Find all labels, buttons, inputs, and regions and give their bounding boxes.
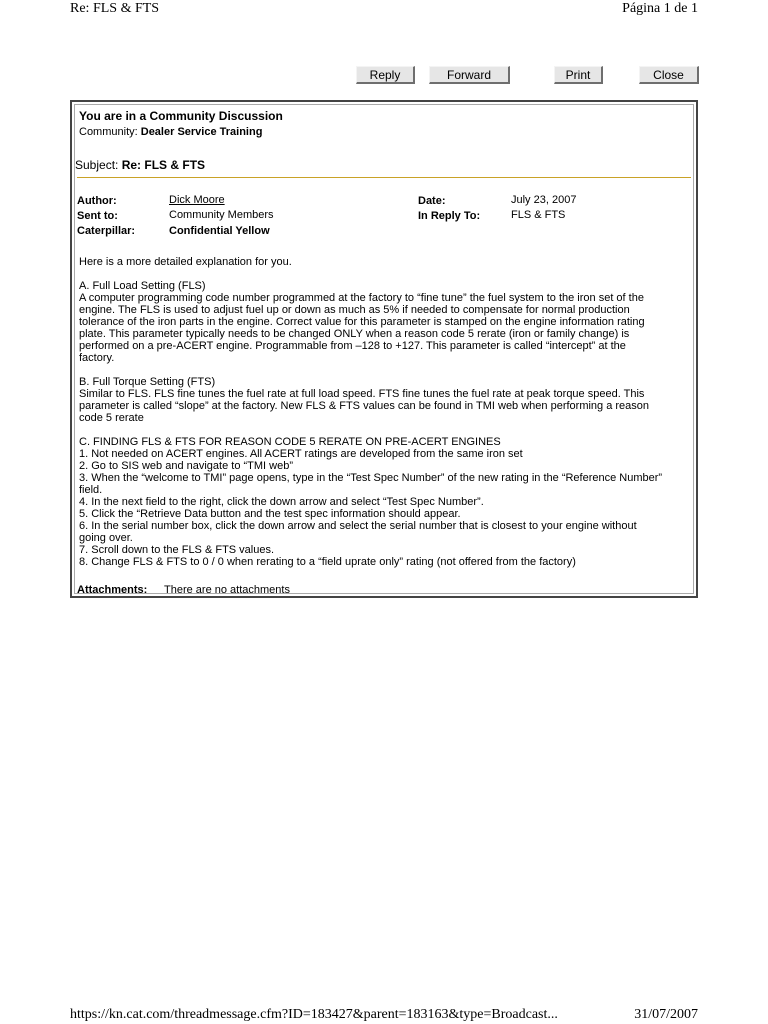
community-value: Dealer Service Training [140, 126, 263, 138]
close-button[interactable]: Close [639, 66, 699, 84]
section-a-title: A. Full Load Setting (FLS) [79, 280, 206, 292]
subject-divider [77, 177, 691, 178]
message-intro: Here is a more detailed explanation for you. [79, 256, 292, 268]
section-c-line: going over. [79, 532, 133, 544]
section-a-line: tolerance of the iron parts in the engine. Correct value for this parameter is stamped on the engine information rating [79, 316, 645, 328]
sent-to-label: Sent to: [77, 210, 118, 222]
author-link[interactable]: Dick Moore [169, 194, 225, 206]
caterpillar-label: Caterpillar: [77, 225, 136, 237]
in-reply-to-value: FLS & FTS [511, 209, 566, 221]
section-b-title: B. Full Torque Setting (FTS) [79, 376, 216, 388]
section-a-line: engine. The FLS is used to adjust fuel up or down as much as 5% if needed to compensate for normal production [79, 304, 630, 316]
subject-label: Subject: [75, 158, 119, 172]
in-reply-to-label: In Reply To: [418, 210, 481, 222]
section-b-line: Similar to FLS. FLS fine tunes the fuel rate at full load speed. FTS fine tunes the fuel rate at peak torque speed. This [79, 388, 645, 400]
message-panel [70, 100, 698, 598]
attachments-label: Attachments: [77, 584, 148, 596]
section-a-line: A computer programming code number programmed at the factory to “fine tune” the fuel system to the iron set of the [79, 292, 644, 304]
date-label: Date: [418, 195, 446, 207]
author-label: Author: [77, 195, 117, 207]
date-value: July 23, 2007 [511, 194, 577, 206]
print-header-page: Página 1 de 1 [622, 1, 698, 16]
section-a-line: plate. This parameter typically needs to be changed ONLY when a reason code 5 rerate (iron or family change) is [79, 328, 630, 340]
print-header [70, 0, 698, 18]
attachments-value: There are no attachments [164, 584, 290, 596]
print-button[interactable]: Print [554, 66, 603, 84]
community-row [79, 126, 262, 138]
section-a-line: performed on a pre-ACERT engine. Programmable from –128 to +127. This parameter is called “intercept” at the [79, 340, 626, 352]
print-footer-date: 31/07/2007 [634, 1007, 698, 1022]
section-c-line: 1. Not needed on ACERT engines. All ACERT ratings are developed from the same iron set [79, 448, 523, 460]
section-c-line: 8. Change FLS & FTS to 0 / 0 when rerating to a “field uprate only” rating (not offered from the factory) [79, 556, 576, 568]
section-c-line: 7. Scroll down to the FLS & FTS values. [79, 544, 275, 556]
section-c-line: 5. Click the “Retrieve Data button and the test spec information should appear. [79, 508, 461, 520]
section-b-line: code 5 rerate [79, 412, 144, 424]
section-a [79, 280, 697, 364]
print-footer-url: https://kn.cat.com/threadmessage.cfm?ID=183427&parent=183163&type=Broadcast... [70, 1007, 558, 1022]
message-body [79, 256, 697, 580]
forward-button[interactable]: Forward [429, 66, 510, 84]
section-c-title: C. FINDING FLS & FTS FOR REASON CODE 5 RERATE ON PRE-ACERT ENGINES [79, 436, 501, 448]
reply-button[interactable]: Reply [356, 66, 415, 84]
section-c-line: 2. Go to SIS web and navigate to “TMI web” [79, 460, 293, 472]
sent-to-value: Community Members [169, 209, 274, 221]
section-b-line: parameter is called “slope” at the factory. New FLS & FTS values can be found in TMI web when performing a reason [79, 400, 650, 412]
community-label: Community: [79, 126, 138, 138]
caterpillar-value: Confidential Yellow [169, 225, 270, 237]
message-panel-inner [74, 104, 694, 594]
section-c [79, 436, 697, 568]
print-footer [70, 1006, 698, 1024]
section-c-line: 6. In the serial number box, click the down arrow and select the serial number that is closest to your engine without [79, 520, 637, 532]
section-a-line: factory. [79, 352, 115, 364]
section-b [79, 376, 697, 424]
section-c-line: 3. When the “welcome to TMI” page opens, type in the “Test Spec Number” of the new rating in the “Reference Number” [79, 472, 663, 484]
section-c-line: field. [79, 484, 103, 496]
print-header-title: Re: FLS & FTS [70, 1, 160, 16]
section-c-line: 4. In the next field to the right, click the down arrow and select “Test Spec Number”. [79, 496, 484, 508]
discussion-heading: You are in a Community Discussion [79, 109, 283, 123]
subject-row [75, 158, 205, 172]
subject-value: Re: FLS & FTS [121, 158, 206, 172]
